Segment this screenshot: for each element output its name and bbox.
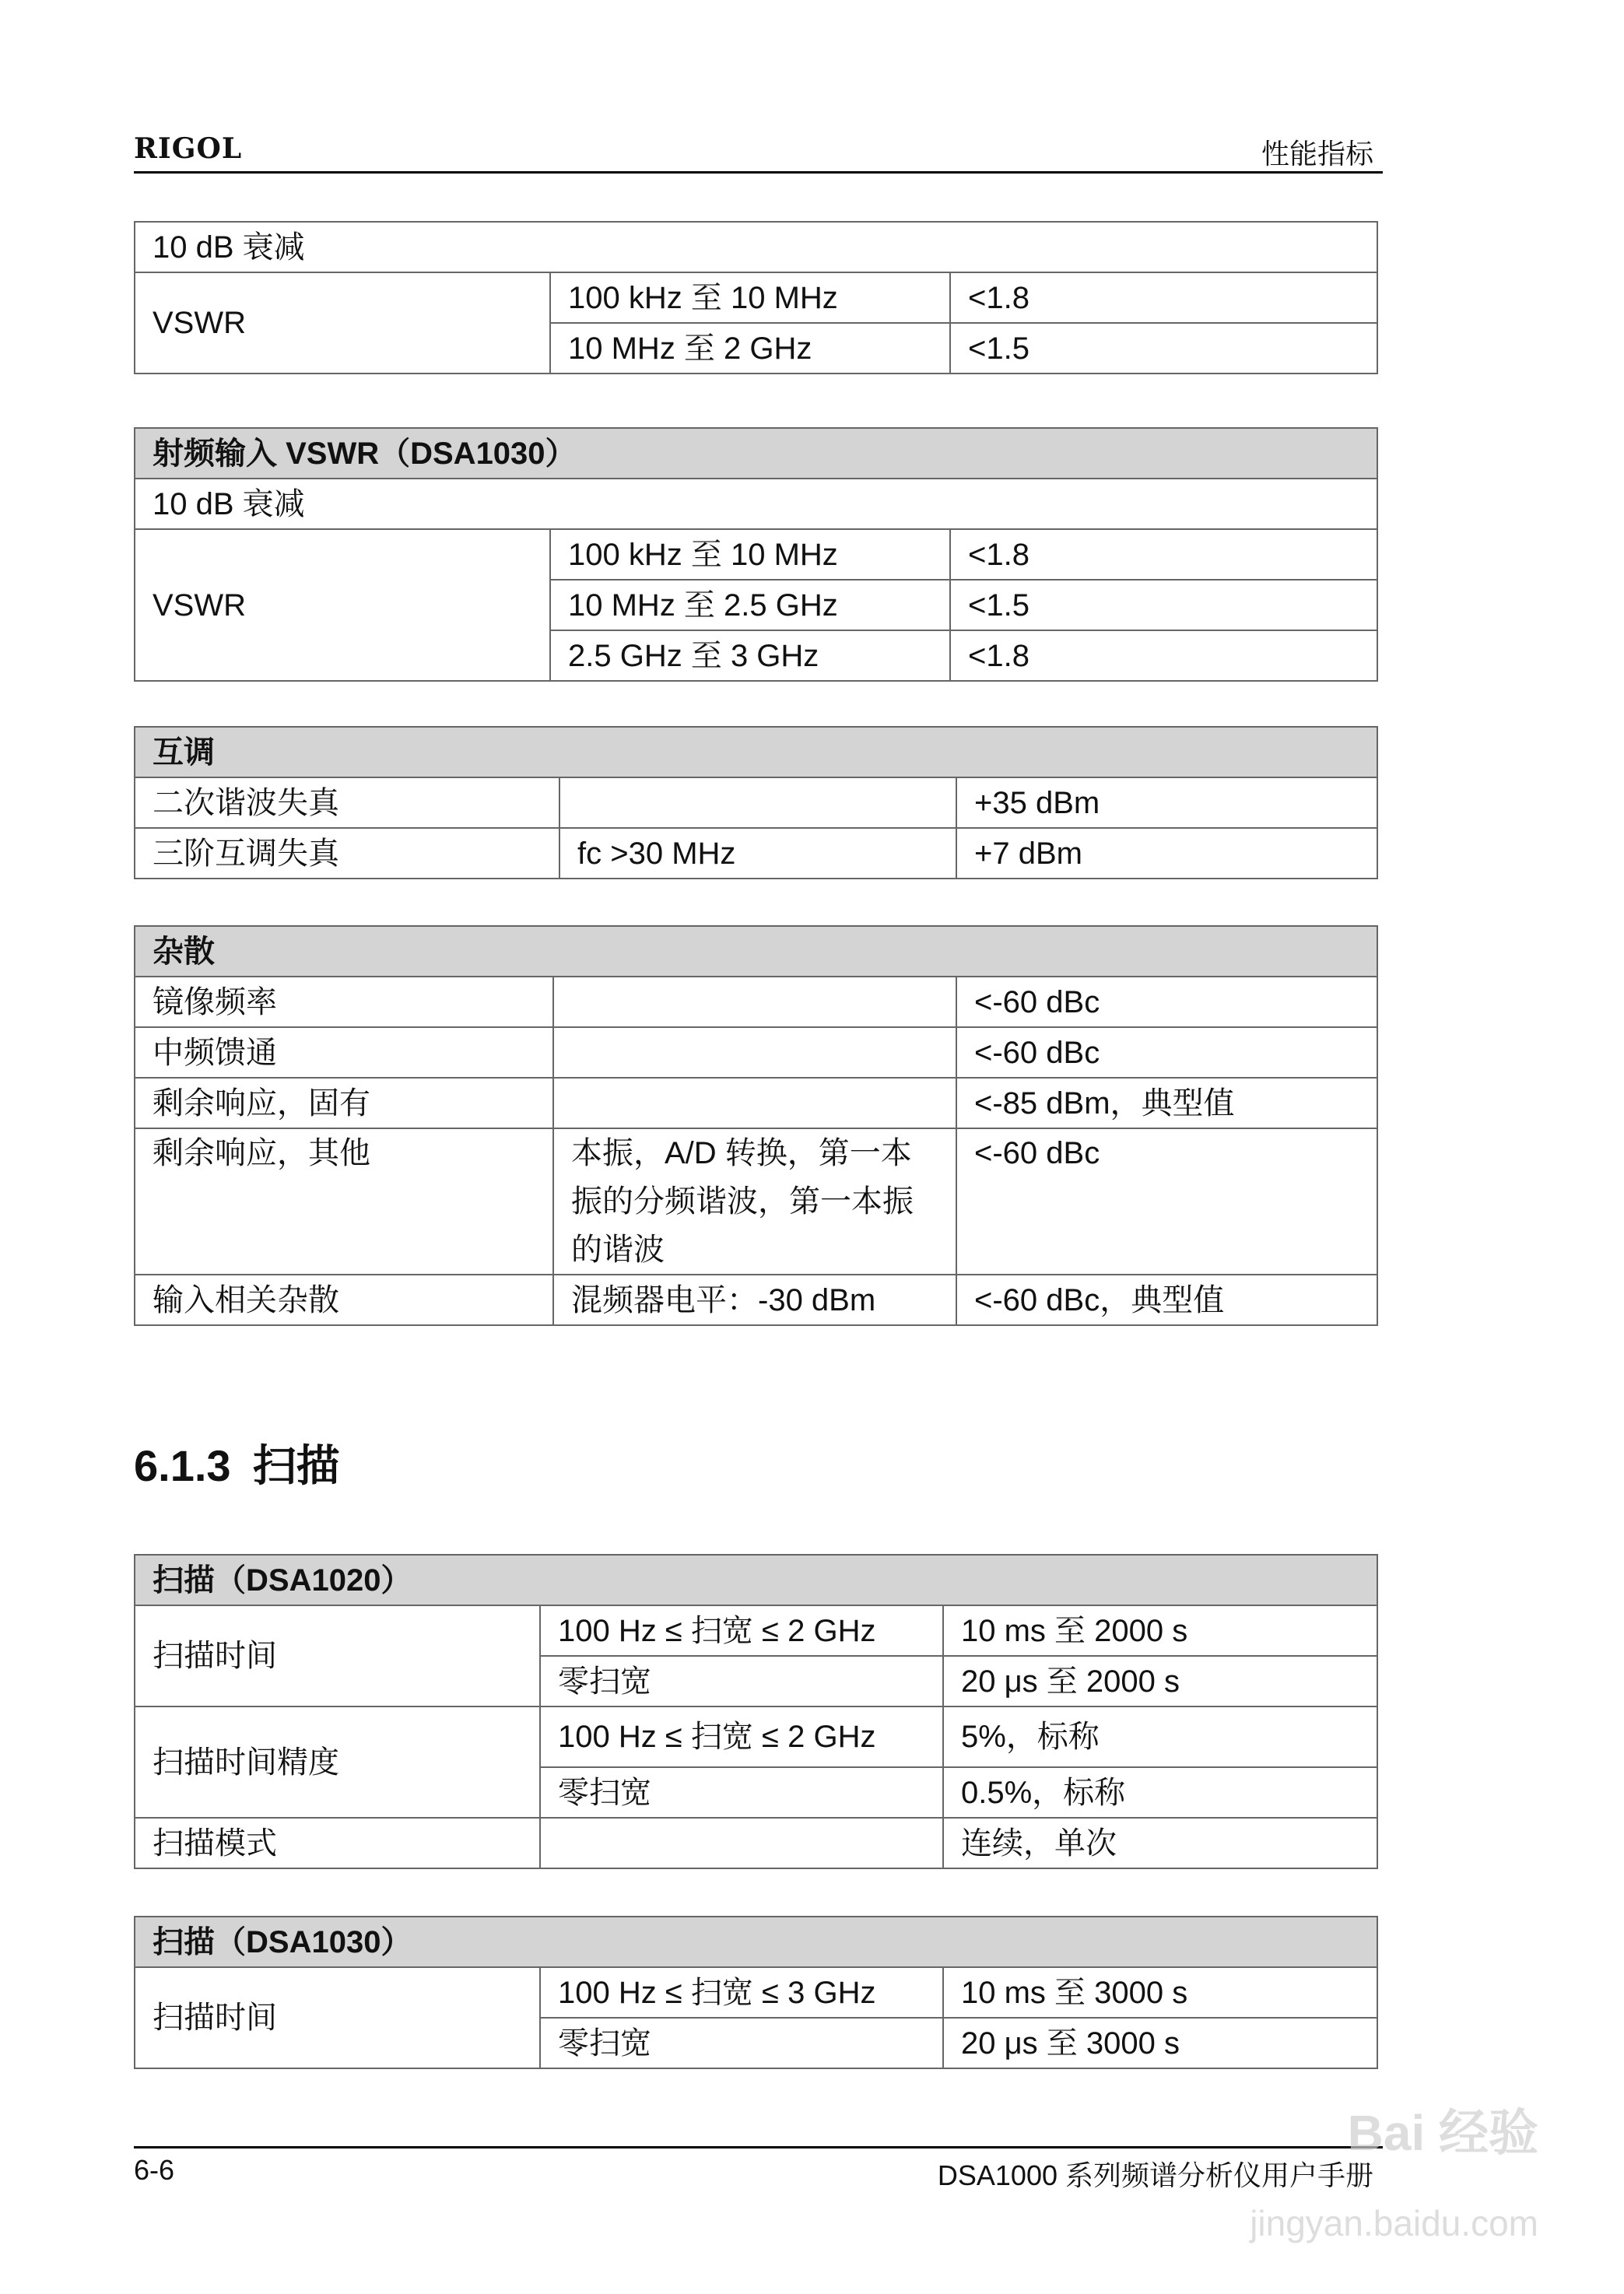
table-cell: 本振，A/D 转换，第一本振的分频谐波，第一本振的谐波 xyxy=(553,1128,956,1275)
table-title: 杂散 xyxy=(135,926,1377,977)
table-title: 扫描（DSA1020） xyxy=(135,1555,1377,1605)
table-cell: 混频器电平：-30 dBm xyxy=(553,1275,956,1325)
table-cell xyxy=(553,1027,956,1078)
row-label: 剩余响应，其他 xyxy=(135,1128,553,1275)
watermark-url: jingyan.baidu.com xyxy=(1250,2203,1538,2243)
table-title: 扫描（DSA1030） xyxy=(135,1917,1377,1967)
table-title: 互调 xyxy=(135,727,1377,777)
brand-logo: RIGOL xyxy=(134,132,243,165)
table-cell: <-60 dBc xyxy=(956,977,1377,1027)
table-cell: <1.8 xyxy=(950,529,1377,580)
table-cell: 零扫宽 xyxy=(540,2018,943,2068)
table-cell: 100 kHz 至 10 MHz xyxy=(550,272,950,323)
table-cell xyxy=(553,977,956,1027)
watermark-logo: Bai 经验 xyxy=(1347,2105,1538,2161)
table-title: 射频输入 VSWR（DSA1030） xyxy=(135,428,1377,479)
vswr-dsa1030-table xyxy=(134,427,1378,682)
row-label: 三阶互调失真 xyxy=(135,828,559,879)
row-label: VSWR xyxy=(135,272,550,374)
table-cell: <1.8 xyxy=(950,630,1377,681)
table-cell: 连续，单次 xyxy=(943,1818,1377,1868)
row-label: 输入相关杂散 xyxy=(135,1275,553,1325)
table-cell: 零扫宽 xyxy=(540,1767,943,1818)
table-cell xyxy=(540,1818,943,1868)
row-label: 中频馈通 xyxy=(135,1027,553,1078)
table-cell: 零扫宽 xyxy=(540,1656,943,1706)
table-cell: 100 Hz ≤ 扫宽 ≤ 2 GHz xyxy=(540,1605,943,1656)
vswr-table-continued xyxy=(134,221,1378,374)
table-subheading: 10 dB 衰减 xyxy=(135,222,1377,272)
table-subheading: 10 dB 衰减 xyxy=(135,479,1377,529)
header-section-title: 性能指标 xyxy=(1261,138,1373,170)
table-cell: <-60 dBc xyxy=(956,1128,1377,1275)
table-cell: +7 dBm xyxy=(956,828,1377,879)
table-cell: <-85 dBm，典型值 xyxy=(956,1078,1377,1128)
row-label: 扫描时间 xyxy=(135,1605,540,1706)
table-cell: 10 ms 至 3000 s xyxy=(943,1967,1377,2018)
table-cell: <1.8 xyxy=(950,272,1377,323)
table-cell: <1.5 xyxy=(950,323,1377,374)
table-cell: 5%，标称 xyxy=(943,1706,1377,1767)
section-number: 6.1.3 xyxy=(134,1441,231,1490)
page-number: 6-6 xyxy=(134,2154,175,2186)
row-label: 二次谐波失真 xyxy=(135,777,559,828)
section-title: 扫描 xyxy=(252,1441,340,1490)
row-label: 剩余响应，固有 xyxy=(135,1078,553,1128)
table-cell: fc >30 MHz xyxy=(559,828,956,879)
table-cell: 100 kHz 至 10 MHz xyxy=(550,529,950,580)
row-label: 扫描时间精度 xyxy=(135,1706,540,1818)
table-cell: 100 Hz ≤ 扫宽 ≤ 2 GHz xyxy=(540,1706,943,1767)
section-heading xyxy=(134,1432,340,1494)
table-cell: <-60 dBc xyxy=(956,1027,1377,1078)
row-label: 扫描模式 xyxy=(135,1818,540,1868)
sweep-dsa1020-table xyxy=(134,1554,1378,1869)
table-cell: 20 μs 至 2000 s xyxy=(943,1656,1377,1706)
footer-rule xyxy=(134,2146,1383,2148)
row-label: VSWR xyxy=(135,529,550,681)
row-label: 镜像频率 xyxy=(135,977,553,1027)
table-cell xyxy=(553,1078,956,1128)
footer-manual-title: DSA1000 系列频谱分析仪用户手册 xyxy=(937,2159,1373,2191)
table-cell: 100 Hz ≤ 扫宽 ≤ 3 GHz xyxy=(540,1967,943,2018)
spurious-table xyxy=(134,925,1378,1326)
table-cell: 0.5%，标称 xyxy=(943,1767,1377,1818)
table-cell: <-60 dBc，典型值 xyxy=(956,1275,1377,1325)
table-cell: 10 ms 至 2000 s xyxy=(943,1605,1377,1656)
row-label: 扫描时间 xyxy=(135,1967,540,2068)
table-cell: <1.5 xyxy=(950,580,1377,630)
sweep-dsa1030-table xyxy=(134,1916,1378,2069)
intermodulation-table xyxy=(134,726,1378,879)
header-rule xyxy=(134,171,1383,174)
table-cell: 10 MHz 至 2.5 GHz xyxy=(550,580,950,630)
table-cell: 2.5 GHz 至 3 GHz xyxy=(550,630,950,681)
table-cell xyxy=(559,777,956,828)
table-cell: 20 μs 至 3000 s xyxy=(943,2018,1377,2068)
table-cell: 10 MHz 至 2 GHz xyxy=(550,323,950,374)
table-cell: +35 dBm xyxy=(956,777,1377,828)
